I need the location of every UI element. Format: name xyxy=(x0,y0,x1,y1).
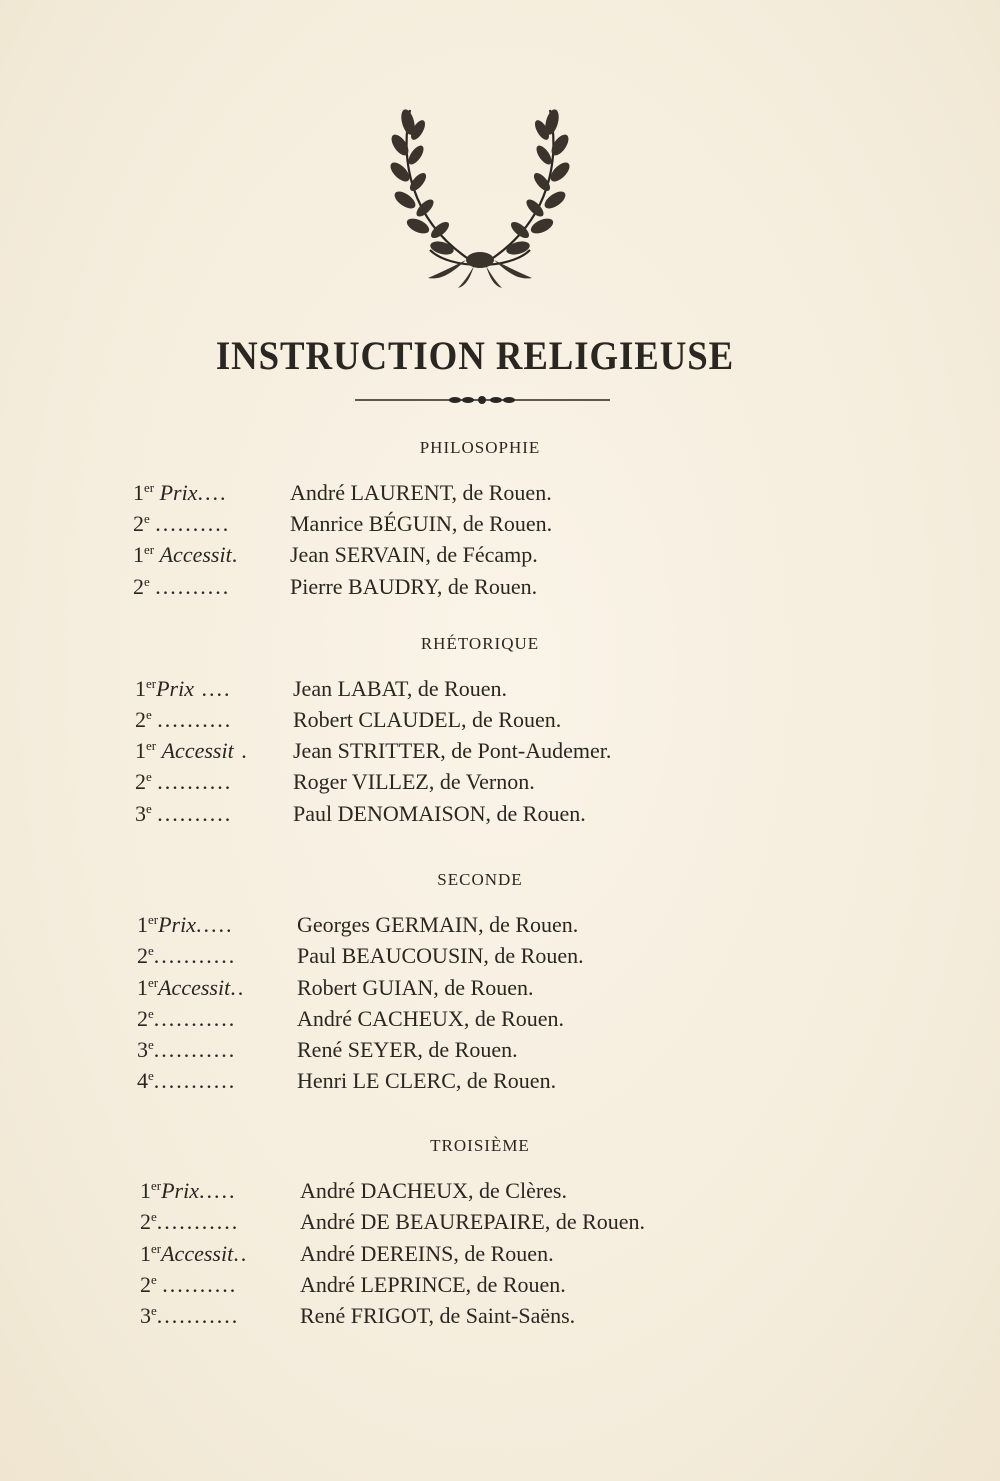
laureate-name: Robert CLAUDEL, de Rouen. xyxy=(293,707,562,732)
rank-label: 1erPrix .... xyxy=(135,676,232,701)
laureate-name: André DE BEAUREPAIRE, de Rouen. xyxy=(300,1209,646,1234)
laureate-name: Henri LE CLERC, de Rouen. xyxy=(297,1068,557,1093)
laureate-name: Paul BEAUCOUSIN, de Rouen. xyxy=(297,943,584,968)
laureate-name: Robert GUIAN, de Rouen. xyxy=(297,975,534,1000)
rank-label: 1er Prix.... xyxy=(133,480,228,505)
laureate-name: Pierre BAUDRY, de Rouen. xyxy=(290,574,538,599)
rank-label: 3e........... xyxy=(137,1037,237,1062)
rank-label: 1erAccessit.. xyxy=(137,975,246,1000)
rank-label: 1er Accessit. xyxy=(133,542,240,567)
rank-label: 2e .......... xyxy=(133,511,231,536)
rank-label: 1erAccessit.. xyxy=(140,1241,249,1266)
section-heading-rhetorique: RHÉTORIQUE xyxy=(420,634,540,653)
laureate-name: Roger VILLEZ, de Vernon. xyxy=(293,769,535,794)
rank-label: 1erPrix..... xyxy=(140,1178,237,1203)
laureate-name: André LAURENT, de Rouen. xyxy=(290,480,552,505)
laureate-name: Jean STRITTER, de Pont-Audemer. xyxy=(293,738,612,763)
rank-label: 1erPrix..... xyxy=(137,912,234,937)
page-title: INSTRUCTION RELIGIEUSE xyxy=(215,333,735,378)
rank-label: 2e .......... xyxy=(135,769,233,794)
laureate-name: André DACHEUX, de Clères. xyxy=(300,1178,567,1203)
laureate-name: André LEPRINCE, de Rouen. xyxy=(300,1272,566,1297)
rank-label: 2e........... xyxy=(137,943,237,968)
rank-label: 2e........... xyxy=(137,1006,237,1031)
rank-label: 1er Accessit . xyxy=(135,738,249,763)
ornamental-rule xyxy=(355,390,610,410)
laurel-wreath-icon xyxy=(370,100,590,290)
laureate-name: Georges GERMAIN, de Rouen. xyxy=(297,912,579,937)
rank-label: 4e........... xyxy=(137,1068,237,1093)
laureate-name: Manrice BÉGUIN, de Rouen. xyxy=(290,511,553,536)
section-heading-seconde: SECONDE xyxy=(437,870,523,889)
laureate-name: Paul DENOMAISON, de Rouen. xyxy=(293,801,586,826)
laureate-name: André DEREINS, de Rouen. xyxy=(300,1241,554,1266)
section-heading-troisieme: TROISIÈME xyxy=(430,1136,530,1155)
rank-label: 2e .......... xyxy=(133,574,231,599)
laureate-name: René FRIGOT, de Saint-Saëns. xyxy=(300,1303,576,1328)
laureate-name: André CACHEUX, de Rouen. xyxy=(297,1006,565,1031)
laureate-name: Jean LABAT, de Rouen. xyxy=(293,676,508,701)
rank-label: 2e........... xyxy=(140,1209,240,1234)
rank-label: 3e........... xyxy=(140,1303,240,1328)
laureate-name: Jean SERVAIN, de Fécamp. xyxy=(290,542,538,567)
rank-label: 3e .......... xyxy=(135,801,233,826)
laureate-name: René SEYER, de Rouen. xyxy=(297,1037,518,1062)
rank-label: 2e .......... xyxy=(140,1272,238,1297)
rank-label: 2e .......... xyxy=(135,707,233,732)
section-heading-philosophie: PHILOSOPHIE xyxy=(419,438,541,457)
